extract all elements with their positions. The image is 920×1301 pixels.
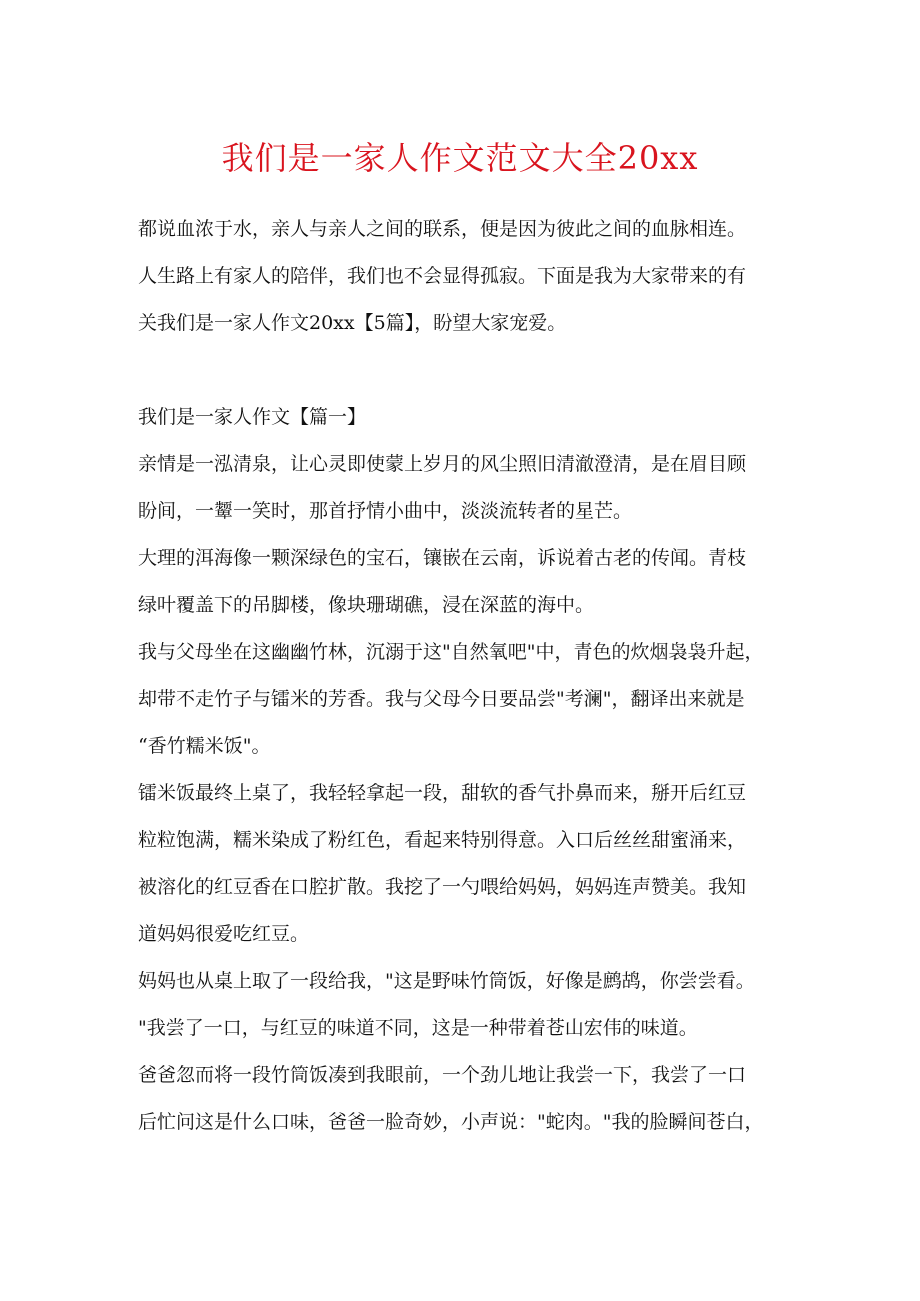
text-line: 后忙问这是什么口味，爸爸一脸奇妙，小声说："蛇肉。"我的脸瞬间苍白，	[138, 1111, 764, 1133]
section-heading: 我们是一家人作文【篇一】	[138, 406, 367, 428]
intro-paragraph	[138, 206, 798, 347]
paragraph	[138, 629, 798, 770]
text-line: 我与父母坐在这幽幽竹林，沉溺于这"自然氧吧"中，青色的炊烟袅袅升起，	[138, 641, 764, 663]
text-line: 盼间，一颦一笑时，那首抒情小曲中，淡淡流转者的星芒。	[138, 500, 633, 522]
document-body	[138, 206, 798, 1146]
paragraph	[138, 535, 798, 629]
paragraph	[138, 958, 798, 1052]
text-line: 人生路上有家人的陪伴，我们也不会显得孤寂。下面是我为大家带来的有	[138, 265, 747, 287]
text-line: 关我们是一家人作文20xx【5篇】，盼望大家宠爱。	[138, 312, 567, 334]
text-line: 爸爸忽而将一段竹筒饭凑到我眼前，一个劲儿地让我尝一下，我尝了一口	[138, 1064, 747, 1086]
text-line: 粒粒饱满，糯米染成了粉红色，看起来特别得意。入口后丝丝甜蜜涌来，	[138, 829, 747, 851]
document-title: 我们是一家人作文范文大全20xx	[221, 139, 699, 177]
text-line: 镭米饭最终上桌了，我轻轻拿起一段，甜软的香气扑鼻而来，掰开后红豆	[138, 782, 747, 804]
paragraph	[138, 441, 798, 535]
text-line: 都说血浓于水，亲人与亲人之间的联系，便是因为彼此之间的血脉相连。	[138, 218, 747, 240]
text-line: 绿叶覆盖下的吊脚楼，像块珊瑚礁，浸在深蓝的海中。	[138, 594, 595, 616]
text-line: 被溶化的红豆香在口腔扩散。我挖了一勺喂给妈妈，妈妈连声赞美。我知	[138, 876, 747, 898]
text-line: "我尝了一口，与红豆的味道不同，这是一种带着苍山宏伟的味道。	[138, 1017, 698, 1039]
text-line: 道妈妈很爱吃红豆。	[138, 923, 310, 945]
text-line: 大理的洱海像一颗深绿色的宝石，镶嵌在云南，诉说着古老的传闻。青枝	[138, 547, 747, 569]
text-line: 妈妈也从桌上取了一段给我，"这是野味竹筒饭，好像是鹧鸪，你尝尝看。	[138, 970, 755, 992]
text-line: “香竹糯米饭"。	[138, 735, 271, 757]
text-line: 亲情是一泓清泉，让心灵即使蒙上岁月的风尘照旧清澈澄清，是在眉目顾	[138, 453, 747, 475]
paragraph	[138, 1052, 798, 1146]
text-line: 却带不走竹子与镭米的芳香。我与父母今日要品尝"考澜"，翻译出来就是	[138, 688, 745, 710]
paragraph	[138, 770, 798, 958]
